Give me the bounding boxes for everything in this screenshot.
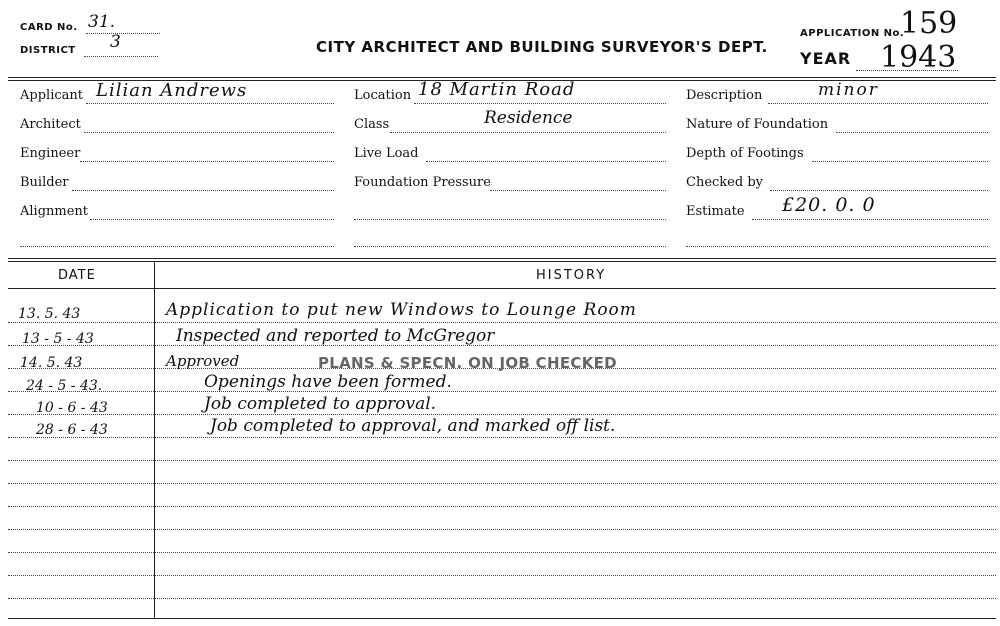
description-value: minor xyxy=(818,80,879,100)
year-label: YEAR xyxy=(800,49,852,68)
history-row-date: 14. 5. 43 xyxy=(20,355,83,371)
architect-label: Architect xyxy=(20,117,81,132)
history-row-date: 13. 5. 43 xyxy=(18,306,81,322)
date-column-divider xyxy=(154,262,155,618)
year-value: 1943 xyxy=(880,40,957,75)
history-row-date: 13 - 5 - 43 xyxy=(22,331,94,347)
application-no-value: 159 xyxy=(900,6,958,41)
history-header: HISTORY xyxy=(536,268,607,283)
history-row-date: 10 - 6 - 43 xyxy=(36,400,108,416)
engineer-label: Engineer xyxy=(20,146,81,161)
checked-by-label: Checked by xyxy=(686,175,763,190)
estimate-value: £20. 0. 0 xyxy=(782,194,876,216)
header-rule xyxy=(8,77,996,78)
nature-of-foundation-label: Nature of Foundation xyxy=(686,117,829,132)
history-row-text: Openings have been formed. xyxy=(204,372,452,392)
description-label: Description xyxy=(686,88,763,103)
depth-of-footings-label: Depth of Footings xyxy=(686,146,804,161)
location-label: Location xyxy=(354,88,412,103)
date-header: DATE xyxy=(58,268,96,283)
stamp-plans-checked: PLANS & SPECN. ON JOB CHECKED xyxy=(318,354,617,372)
alignment-label: Alignment xyxy=(20,204,89,219)
history-row-date: 28 - 6 - 43 xyxy=(36,422,108,438)
department-title: CITY ARCHITECT AND BUILDING SURVEYOR'S DEPT. xyxy=(316,38,768,56)
applicant-value: Lilian Andrews xyxy=(96,80,248,101)
class-value: Residence xyxy=(484,108,573,128)
card-no-label: CARD No. xyxy=(20,22,78,33)
history-row-text: Approved xyxy=(166,352,240,370)
history-row-text: Job completed to approval, and marked off list. xyxy=(210,416,616,436)
foundation-pressure-label: Foundation Pressure xyxy=(354,175,491,190)
district-value: 3 xyxy=(110,32,121,52)
builder-label: Builder xyxy=(20,175,69,190)
history-header-rule xyxy=(8,288,996,289)
history-row-text: Inspected and reported to McGregor xyxy=(176,326,495,346)
district-label: DISTRICT xyxy=(20,45,76,56)
history-row-text: Job completed to approval. xyxy=(204,394,437,414)
estimate-label: Estimate xyxy=(686,204,745,219)
card-no-value: 31. xyxy=(88,12,116,32)
history-row-date: 24 - 5 - 43. xyxy=(26,378,103,394)
card-bottom-rule xyxy=(8,618,996,619)
class-label: Class xyxy=(354,117,390,132)
history-row-text: Application to put new Windows to Lounge Room xyxy=(166,300,637,320)
application-no-label: APPLICATION No. xyxy=(800,28,905,39)
live-load-label: Live Load xyxy=(354,146,419,161)
applicant-label: Applicant xyxy=(20,88,83,103)
history-top-rule xyxy=(8,258,996,259)
location-value: 18 Martin Road xyxy=(418,79,576,100)
